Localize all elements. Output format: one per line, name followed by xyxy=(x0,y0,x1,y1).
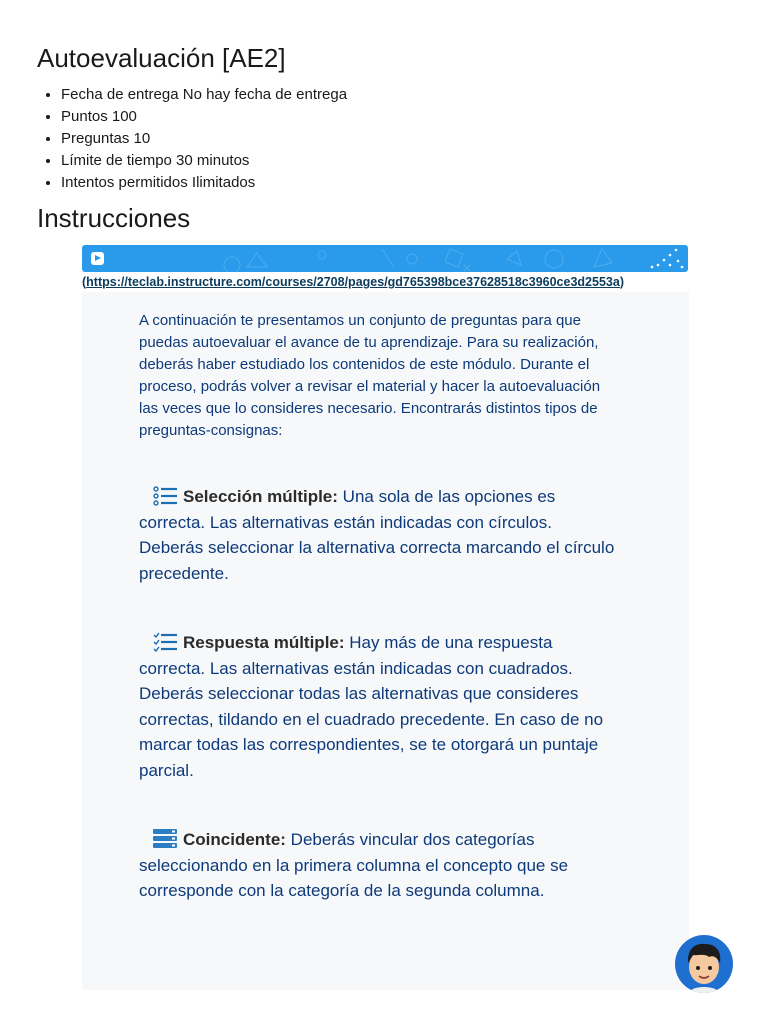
question-type-description: Hay más de una respuesta correcta. Las alternativas están indicadas con cuadrados. Deberás seleccionar todas las alternativas que consideres correctas, tildando en el cuadrado precedente. En caso de no marcar todas las correspondientes, se te otorgará un puntaje parcial. xyxy=(139,633,604,780)
detail-points: • Puntos 100 xyxy=(61,106,347,128)
link-open-paren: ( xyxy=(82,275,87,289)
question-type-multiple-choice xyxy=(139,484,619,586)
checklist-icon xyxy=(153,632,177,652)
quiz-details-list xyxy=(37,84,347,194)
question-type-multiple-answer xyxy=(139,630,619,783)
detail-attempts: • Intentos permitidos Ilimitados xyxy=(61,172,347,194)
multiple-choice-list-icon xyxy=(153,486,177,506)
course-page-link[interactable]: https://teclab.instructure.com/courses/2708/pages/gd765398bce37628518c3960ce3d2553a xyxy=(86,275,620,289)
instructions-banner xyxy=(82,245,688,272)
page-title: Autoevaluación [AE2] xyxy=(37,43,286,73)
link-close-paren: ) xyxy=(619,275,624,289)
play-icon[interactable] xyxy=(91,252,104,265)
question-type-matching xyxy=(139,827,619,904)
assistant-avatar[interactable] xyxy=(675,935,733,993)
detail-due-date: • Fecha de entrega No hay fecha de entrega xyxy=(61,84,347,106)
question-type-name: Selección múltiple: xyxy=(183,487,338,506)
detail-questions: • Preguntas 10 xyxy=(61,128,347,150)
instructions-heading: Instrucciones xyxy=(37,203,191,233)
banner-pattern xyxy=(82,245,688,272)
question-type-description: Una sola de las opciones es correcta. Las alternativas están indicadas con círculos. Deberás seleccionar la alternativa correcta marcando el círculo precedente. xyxy=(139,487,615,583)
detail-time-limit: • Límite de tiempo 30 minutos xyxy=(61,150,347,172)
matching-icon xyxy=(153,829,177,849)
instructions-link-line xyxy=(82,274,702,290)
question-type-name: Coincidente: xyxy=(183,830,286,849)
boy-face-icon xyxy=(675,935,733,993)
question-type-name: Respuesta múltiple: xyxy=(183,633,345,652)
question-type-description: Deberás vincular dos categorías seleccionando en la primera columna el concepto que se corresponde con la categoría de la segunda columna. xyxy=(139,830,569,900)
instructions-intro: A continuación te presentamos un conjunto de preguntas para que puedas autoevaluar el avance de tu aprendizaje. Para su realización, deberás haber estudiado los contenidos de este módulo. Durante el proceso, podrás volver a revisar el material y hacer la autoevaluación las veces que lo consideres necesario. Encontrarás distintos tipos de preguntas-consignas: xyxy=(139,312,601,439)
instructions-panel xyxy=(82,292,689,990)
